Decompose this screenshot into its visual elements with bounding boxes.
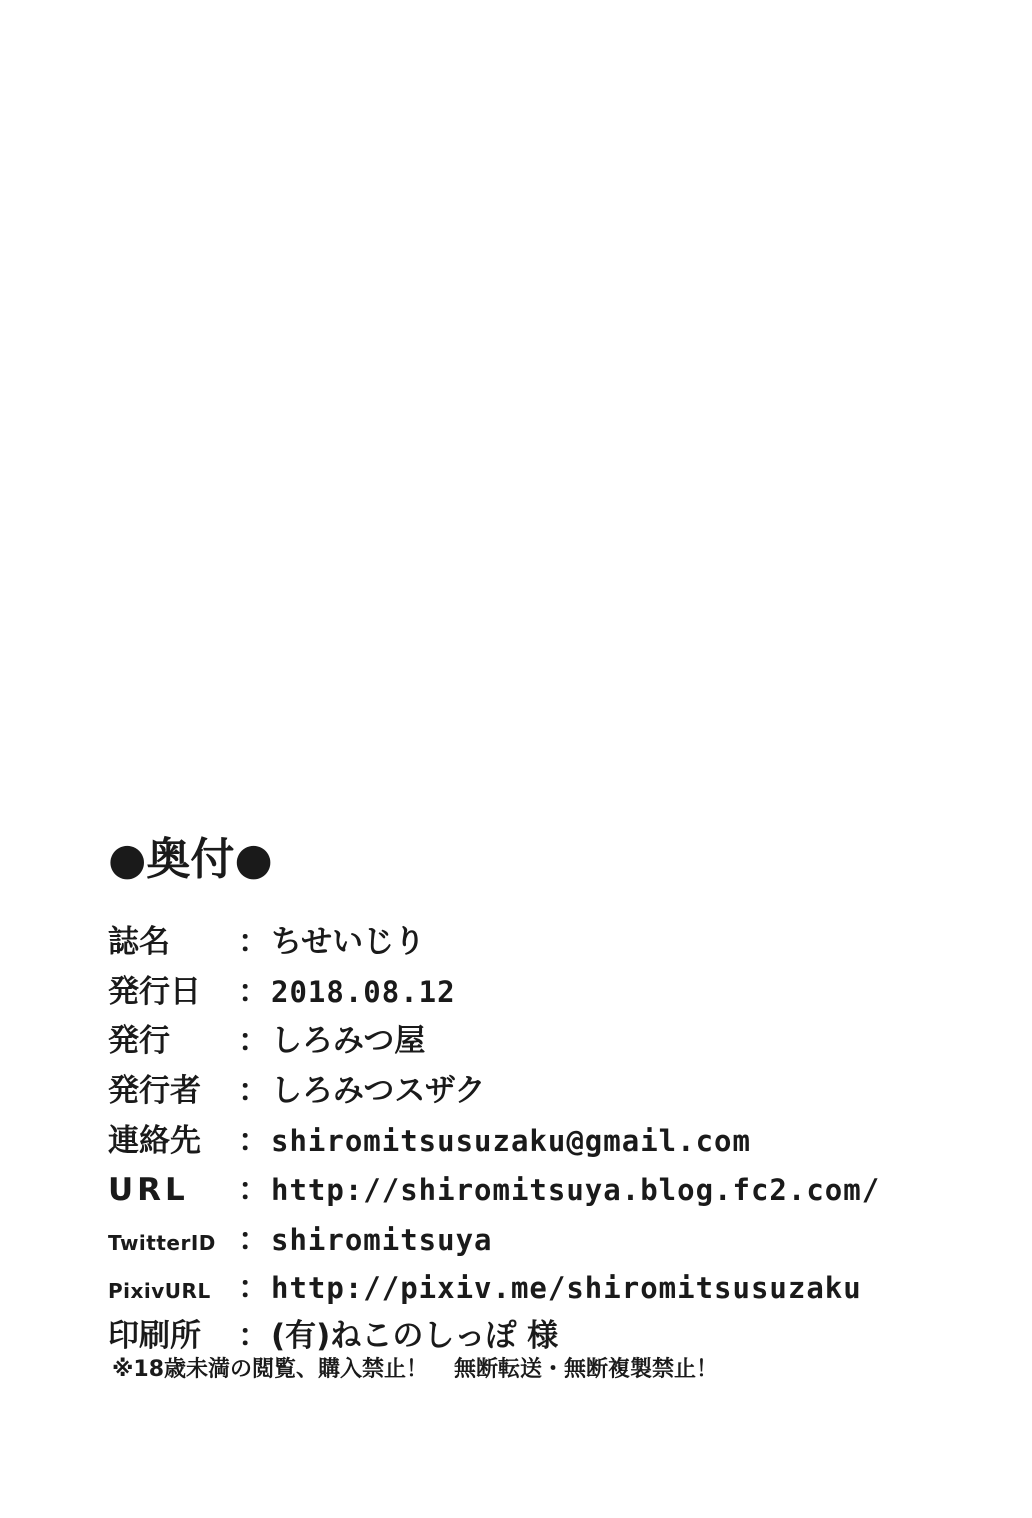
list-item [108,1065,928,1112]
age-restriction-notice [112,1352,718,1383]
field-value-contact-email[interactable]: shiromitsusuzaku@gmail.com [271,1123,751,1158]
list-item [108,916,928,963]
field-label-printer: 印刷所 [108,1318,201,1355]
field-separator: ： [238,1073,269,1110]
field-value-twitter-id[interactable]: shiromitsuya [271,1223,493,1258]
list-item [108,1164,928,1211]
field-separator: ： [238,1172,269,1209]
field-separator: ： [238,924,269,960]
field-label-contact: 連絡先 [108,1122,201,1159]
field-separator: ： [238,1318,269,1355]
field-value-circle: しろみつ屋 [271,1023,426,1060]
field-label-title: 誌名 [108,924,170,960]
notice-age-text: ※18歳未満の閲覧、購入禁止！ [112,1357,429,1382]
list-item [108,966,928,1013]
field-label-pixiv-url: PixivURL [108,1279,211,1304]
field-separator: ： [238,1270,269,1307]
field-label-twitter-id: TwitterID [108,1231,216,1256]
field-separator: ： [238,1222,269,1259]
list-item [108,1310,928,1357]
field-label-url: URL [108,1172,189,1209]
list-item [108,1115,928,1162]
field-value-publish-date: 2018.08.12 [271,974,456,1009]
field-value-pixiv-url[interactable]: http://pixiv.me/shiromitsusuzaku [271,1271,862,1306]
list-item [108,1262,928,1307]
field-separator: ： [238,1122,269,1159]
list-item [108,1015,928,1062]
field-value-author: しろみつスザク [271,1073,486,1110]
field-label-author: 発行者 [108,1073,201,1110]
field-label-circle: 発行 [108,1023,170,1060]
field-value-title: ちせいじり [271,924,426,960]
colophon-block [108,834,928,1360]
field-label-publish-date: 発行日 [108,973,201,1010]
notice-copy-text: 無断転送・無断複製禁止！ [454,1357,719,1382]
field-separator: ： [238,973,269,1010]
field-value-printer: (有)ねこのしっぽ 様 [271,1318,559,1355]
list-item [108,1214,928,1259]
field-separator: ： [238,1023,269,1060]
page-title: ●奥付● [108,834,273,885]
field-value-url[interactable]: http://shiromitsuya.blog.fc2.com/ [271,1173,881,1208]
colophon-info-list [108,916,928,1357]
